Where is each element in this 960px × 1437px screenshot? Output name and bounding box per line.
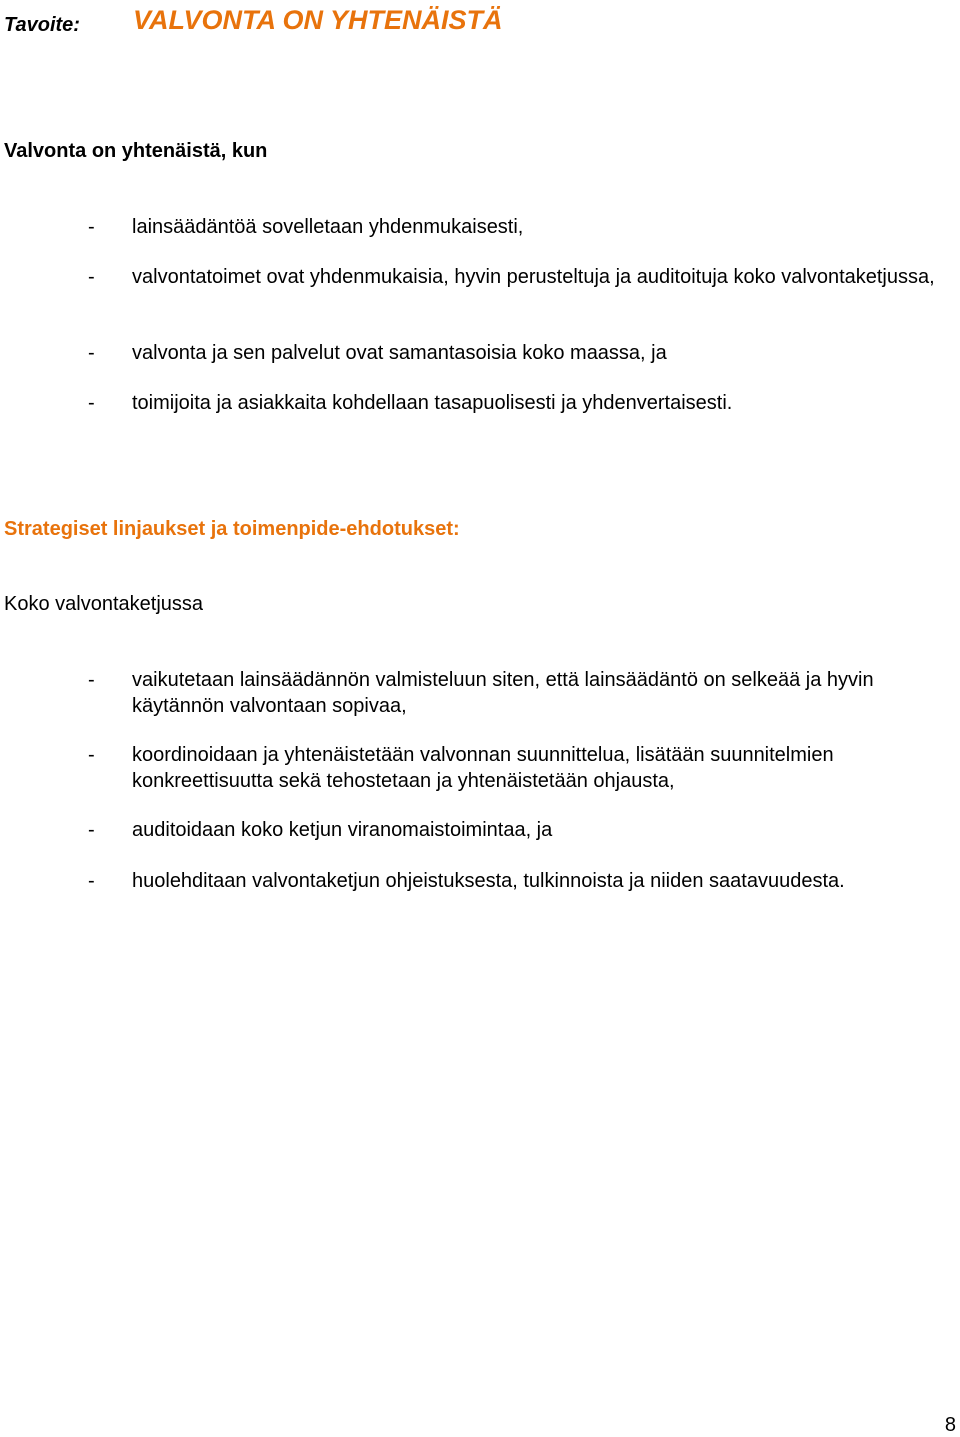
bullet-dash: - [88, 819, 95, 841]
list-item [88, 667, 948, 719]
list-item-text: valvontatoimet ovat yhdenmukaisia, hyvin perusteltuja ja auditoituja koko valvontaketjussa, [132, 266, 935, 288]
bullet-dash: - [88, 392, 95, 414]
goal-label: Tavoite: [4, 14, 80, 36]
chain-subheading: Koko valvontaketjussa [4, 593, 204, 615]
bullet-dash: - [88, 266, 95, 288]
list-item-text: valvonta ja sen palvelut ovat samantasoisia koko maassa, ja [132, 342, 667, 364]
section-heading: Valvonta on yhtenäistä, kun [4, 140, 268, 162]
bullet-dash: - [88, 342, 95, 364]
list-item [88, 817, 948, 843]
list-item [88, 340, 948, 366]
list-item [88, 214, 948, 240]
bullet-dash: - [88, 744, 95, 766]
list-item-text: auditoidaan koko ketjun viranomaistoimintaa, ja [132, 819, 553, 841]
list-item-text: lainsäädäntöä sovelletaan yhdenmukaisesti, [132, 216, 524, 238]
list-item [88, 390, 948, 416]
list-item [88, 264, 948, 290]
list-item [88, 742, 948, 794]
bullet-dash: - [88, 669, 95, 691]
strategy-heading: Strategiset linjaukset ja toimenpide-ehdotukset: [4, 518, 460, 540]
list-item-text: koordinoidaan ja yhtenäistetään valvonnan suunnittelua, lisätään suunnitelmien konkreettisuutta sekä tehostetaan ja yhtenäistetään ohjausta, [132, 744, 834, 792]
page-number: 8 [944, 1414, 956, 1436]
list-item-text: huolehditaan valvontaketjun ohjeistuksesta, tulkinnoista ja niiden saatavuudesta. [132, 870, 845, 892]
goal-title: VALVONTA ON YHTENÄISTÄ [133, 5, 503, 35]
bullet-dash: - [88, 216, 95, 238]
bullet-dash: - [88, 870, 95, 892]
list-item [88, 868, 948, 894]
list-item-text: vaikutetaan lainsäädännön valmisteluun siten, että lainsäädäntö on selkeää ja hyvin käytännön valvontaan sopivaa, [132, 669, 874, 717]
list-item-text: toimijoita ja asiakkaita kohdellaan tasapuolisesti ja yhdenvertaisesti. [132, 392, 733, 414]
